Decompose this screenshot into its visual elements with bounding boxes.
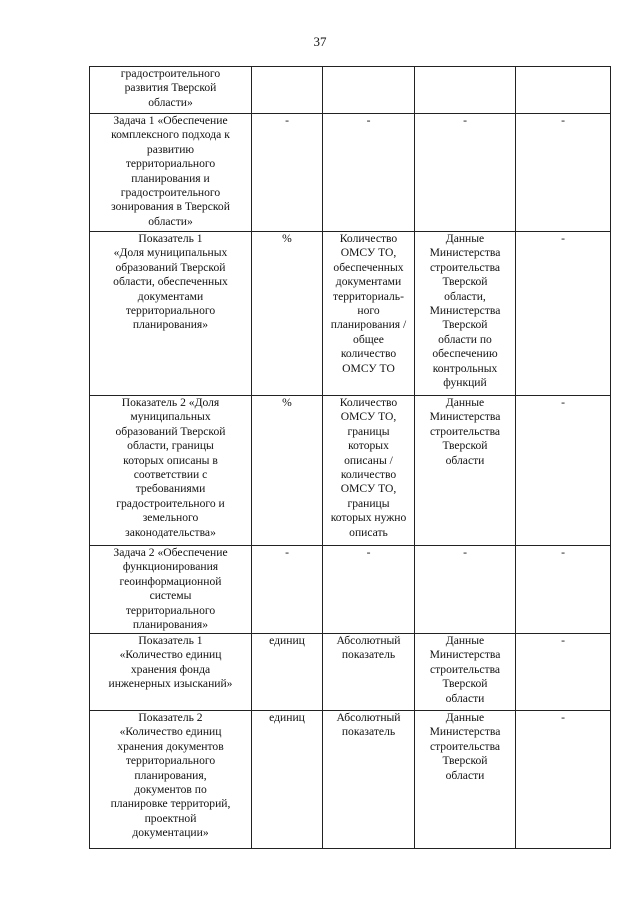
cell-text: Абсолютный показатель (336, 711, 401, 739)
unit-cell (252, 396, 323, 546)
source-cell (415, 634, 516, 711)
table-row-continuation (90, 67, 611, 114)
notes-cell (516, 711, 611, 849)
name-cell (90, 114, 252, 232)
table-row-indicator-1-1 (90, 232, 611, 396)
cell-text: - (366, 546, 371, 559)
formula-cell (323, 232, 415, 396)
cell-text: Показатель 1 «Количество единиц хранения фонда инженерных изысканий» (108, 634, 233, 691)
name-cell (90, 232, 252, 396)
cell-text: Данные Министерства строительства Тверской области, Министерства Тверской области по обеспечению контрольных функций (429, 232, 501, 390)
name-cell (90, 546, 252, 634)
formula-cell (323, 546, 415, 634)
unit-cell (252, 546, 323, 634)
source-cell (415, 67, 516, 114)
unit-cell (252, 634, 323, 711)
formula-cell (323, 711, 415, 849)
name-cell (90, 711, 252, 849)
notes-cell (516, 634, 611, 711)
cell-text: Данные Министерства строительства Тверской области (429, 396, 501, 467)
source-cell (415, 546, 516, 634)
cell-text: Данные Министерства строительства Тверской области (429, 711, 501, 782)
cell-text: Количество ОМСУ ТО, границы которых описаны / количество ОМСУ ТО, границы которых нужно описать (330, 396, 407, 539)
source-cell (415, 114, 516, 232)
source-cell (415, 232, 516, 396)
notes-cell (516, 396, 611, 546)
cell-text: - (561, 634, 565, 647)
indicators-table (89, 66, 611, 849)
name-cell (90, 67, 252, 114)
formula-cell (323, 634, 415, 711)
formula-cell (323, 396, 415, 546)
name-cell (90, 634, 252, 711)
page-number: 37 (313, 34, 327, 49)
cell-text: - (463, 546, 467, 559)
formula-cell (323, 114, 415, 232)
notes-cell (516, 232, 611, 396)
cell-text: - (561, 711, 565, 724)
table-row-task-2 (90, 546, 611, 634)
cell-text: % (282, 396, 292, 409)
cell-text: Данные Министерства строительства Тверской области (429, 634, 501, 705)
cell-text: - (285, 546, 289, 559)
cell-text: единиц (269, 711, 305, 724)
cell-text: - (561, 114, 565, 127)
notes-cell (516, 546, 611, 634)
source-cell (415, 396, 516, 546)
cell-text: % (282, 232, 292, 245)
cell-text: Задача 1 «Обеспечение комплексного подхода к развитию территориального планирования и градостроительного зонирования в Тверской области» (111, 114, 230, 228)
cell-text: - (463, 114, 467, 127)
table-row-task-1 (90, 114, 611, 232)
notes-cell (516, 67, 611, 114)
table-row-indicator-1-2 (90, 396, 611, 546)
cell-text: - (366, 114, 371, 127)
notes-cell (516, 114, 611, 232)
cell-text: Показатель 2 «Количество единиц хранения документов территориального планирования, документов по планировке территорий, проектной документации» (110, 711, 231, 840)
unit-cell (252, 67, 323, 114)
cell-text: Задача 2 «Обеспечение функционирования геоинформационной системы территориального планирования» (113, 546, 228, 632)
cell-text: Показатель 2 «Доля муниципальных образований Тверской области, границы которых описаны в соответствии с требованиями градостроительного и земельного законодательства» (115, 396, 226, 539)
source-cell (415, 711, 516, 849)
name-cell (90, 396, 252, 546)
table-row-indicator-2-1 (90, 634, 611, 711)
cell-text: Количество ОМСУ ТО, обеспеченных документами территориаль- ного планирования / общее количество ОМСУ ТО (330, 232, 407, 375)
cell-text: - (561, 396, 565, 409)
cell-text: градостроительного развития Тверской области» (120, 67, 221, 109)
unit-cell (252, 711, 323, 849)
cell-text: Абсолютный показатель (336, 634, 401, 662)
table-body (90, 67, 611, 849)
cell-text: - (285, 114, 289, 127)
cell-text: единиц (269, 634, 305, 647)
unit-cell (252, 232, 323, 396)
unit-cell (252, 114, 323, 232)
cell-text: - (561, 232, 565, 245)
cell-text: - (561, 546, 565, 559)
table-row-indicator-2-2 (90, 711, 611, 849)
formula-cell (323, 67, 415, 114)
cell-text: Показатель 1 «Доля муниципальных образований Тверской области, обеспеченных документами территориального планирования» (113, 232, 228, 332)
